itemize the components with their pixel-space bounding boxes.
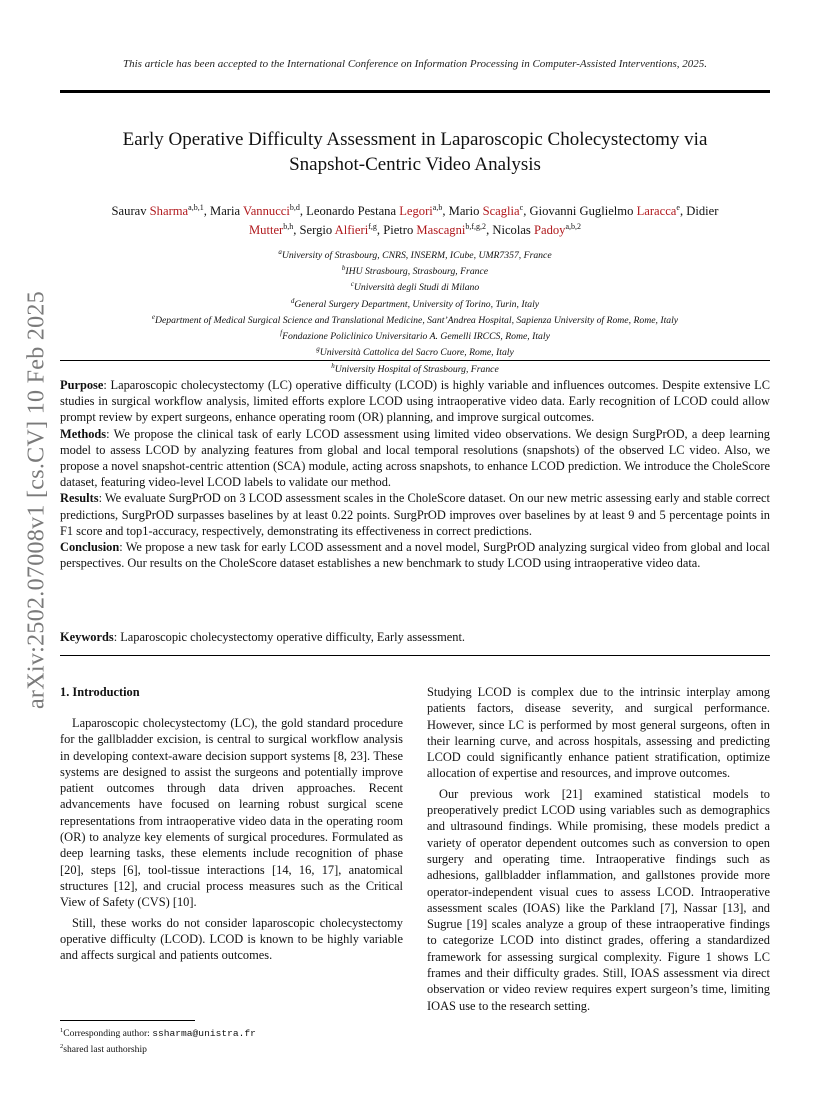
author-9: Nicolas Padoy$^{a,b,2}$ (492, 222, 582, 238)
author-link[interactable]: Vannucci (243, 204, 290, 219)
author-8: Pietro Mascagni$^{b,f,g,2}$, (383, 222, 493, 238)
title-line-2: Snapshot-Centric Video Analysis (289, 154, 541, 175)
author-link[interactable]: Scaglia (482, 204, 520, 219)
author-2: Maria Vannucci$^{b,d}$, (210, 203, 307, 219)
footnote-rule (60, 1020, 195, 1021)
author-3: Leonardo Pestana Legori$^{a,b}$, (306, 203, 449, 219)
author-link[interactable]: Padoy (533, 223, 566, 238)
affiliation: $^h$University Hospital of Strasbourg, France (331, 361, 499, 375)
body-paragraph: Laparoscopic cholecystectomy (LC), the gold standard procedure for the gallbladder excision, is central to surgical workflow analysis in developing context-aware decision support systems [8, 23]. These systems are designed to assist the surgeons and potentially improve patient outcomes through data driven approaches. Recent advancements have focused on learning robust surgical scene representations from intraoperative video data in the operating room (OR) to analyze key elements of surgical procedures. Formulated as deep learning tasks, these elements include recognition of phase [20], steps [6], tool-tissue interactions [14, 16, 17], anatomical structures [12], and crucial process measures such as the Critical View of Safety (CVS) [10]. (60, 716, 403, 910)
author-6: Mutter$^{b,h}$, (248, 222, 300, 238)
affiliation: $^b$IHU Strasbourg, Strasbourg, France (341, 264, 489, 278)
body-paragraph: Our previous work [21] examined statistical models to preoperatively predict LCOD using variables such as demographics and ultrasound findings. While promising, these models predict a variety of operator dependent outcomes such as conversion to open surgery and operating time. Intraoperative findings such as adhesions, gallbladder inflammation, and gallstones provide more operator-independent visual cues to assess LCOD. Intraoperative assessment scales (IOAS) like the Parkland [7], Nassar [13], and Sugrue [19] scales analyze a group of these intraoperative findings to categorize LCOD into distinct grades, offering a standardized framework for assessing surgical complexity. Figure 1 shows LC frames and their difficulty grades. Still, IOAS assessment via direct observation or video review requires expert surgeon’s time, limiting IOAS use to the research setting. (427, 786, 770, 1013)
abstract-methods: Methods: We propose the clinical task of early LCOD assessment using limited video observations. We design SurgPrOD, a deep learning model to assess LCOD by analyzing features from global and local temporal resolutions (snapshots) of the observed LC video. Also, we propose a novel snapshot-centric attention (SCA) module, acting across snapshots, to enhance LCOD prediction. We introduce the CholeScore dataset, featuring video-level LCOD labels to validate our method. (60, 426, 770, 490)
abstract (60, 377, 770, 571)
affiliation: $^f$Fondazione Policlinico Universitario A. Gemelli IRCCS, Rome, Italy (280, 329, 550, 343)
title-line-1: Early Operative Difficulty Assessment in Laparoscopic Cholecystectomy via (122, 129, 708, 150)
header-rule (60, 90, 770, 93)
abstract-bottom-rule (60, 655, 770, 656)
affiliation: $^a$University of Strasbourg, CNRS, INSERM, ICube, UMR7357, France (278, 248, 552, 262)
author-list (60, 200, 770, 238)
author-5: Giovanni Guglielmo Laracca$^e$, Didier (529, 203, 719, 219)
author-link[interactable]: Alfieri (334, 223, 369, 238)
paper-title (60, 127, 770, 177)
affiliation: $^g$Università Cattolica del Sacro Cuore, Rome, Italy (316, 345, 514, 359)
author-link[interactable]: Mascagni (416, 223, 466, 238)
acceptance-note: This article has been accepted to the International Conference on Information Processing in Computer-Assisted Interventions, 2025. (122, 58, 707, 70)
abstract-purpose: Purpose: Laparoscopic cholecystectomy (LC) operative difficulty (LCOD) is highly variable and influences outcomes. Despite extensive LC studies in surgical workflow analysis, limited efforts explore LCOD using intraoperative video data. Early recognition of LCOD could allow prompt review by expert surgeons, enhance operating room (OR) planning, and improve surgical outcomes. (60, 378, 770, 425)
author-4: Mario Scaglia$^c$, (448, 203, 530, 219)
arxiv-identifier: arXiv:2502.07008v1 [cs.CV] 10 Feb 2025 (23, 290, 50, 710)
footnotes (60, 1024, 403, 1056)
author-link[interactable]: Mutter (248, 223, 284, 238)
email-link[interactable]: ssharma@unistra.fr (152, 1028, 256, 1040)
body-paragraph: Studying LCOD is complex due to the intrinsic interplay among patients factors, disease severity, and surgical performance. However, since LC is performed by most general surgeons, often in their learning curve, and across hospitals, assessing and predicting LCOD could significantly enhance patient stratification, optimize allocation of expertise and resources, and improve outcomes. (427, 685, 770, 781)
footnote-2: $^2$shared last authorship (60, 1043, 147, 1056)
right-column (427, 684, 770, 1014)
author-link[interactable]: Sharma (149, 204, 189, 219)
body-paragraph: Still, these works do not consider laparoscopic cholecystectomy operative difficulty (LCOD). LCOD is known to be highly variable and affects surgical and patients outcomes. (60, 915, 403, 963)
abstract-conclusion: Conclusion: We propose a new task for early LCOD assessment and a novel model, SurgPrOD analyzing surgical video from global and local perspectives. Our results on the CholeScore dataset establishes a new benchmark to study LCOD using intraoperative video data. (60, 540, 770, 571)
footnote-1: $^1$Corresponding author: ssharma@unistra.fr (60, 1027, 256, 1040)
abstract-results: Results: We evaluate SurgPrOD on 3 LCOD assessment scales in the CholeScore dataset. On our new metric assessing early and stable correct predictions, SurgPrOD surpasses baselines by at least 0.22 points. SurgPrOD improves over baselines by at least 9 and 5 percentage points in F1 score and top1-accuracy, respectively, demonstrating its effectiveness in correct predictions. (60, 491, 770, 538)
left-column (60, 684, 403, 963)
section-heading: 1. Introduction (60, 685, 140, 699)
abstract-top-rule (60, 360, 770, 361)
affiliation: $^c$Università degli Studi di Milano (350, 280, 480, 294)
affiliation-list (60, 246, 770, 376)
affiliation: $^e$Department of Medical Surgical Science and Translational Medicine, Sant’Andrea Hospital, Sapienza University of Rome, Rome, Italy (151, 312, 679, 327)
author-1: Saurav Sharma$^{a,b,1}$, (111, 203, 211, 219)
author-link[interactable]: Legori (399, 204, 433, 219)
keywords: Keywords: Laparoscopic cholecystectomy operative difficulty, Early assessment. (60, 630, 465, 644)
affiliation: $^d$General Surgery Department, University of Torino, Turin, Italy (290, 296, 540, 310)
author-link[interactable]: Laracca (636, 204, 677, 219)
author-7: Sergio Alfieri$^{f,g}$, (299, 222, 384, 238)
